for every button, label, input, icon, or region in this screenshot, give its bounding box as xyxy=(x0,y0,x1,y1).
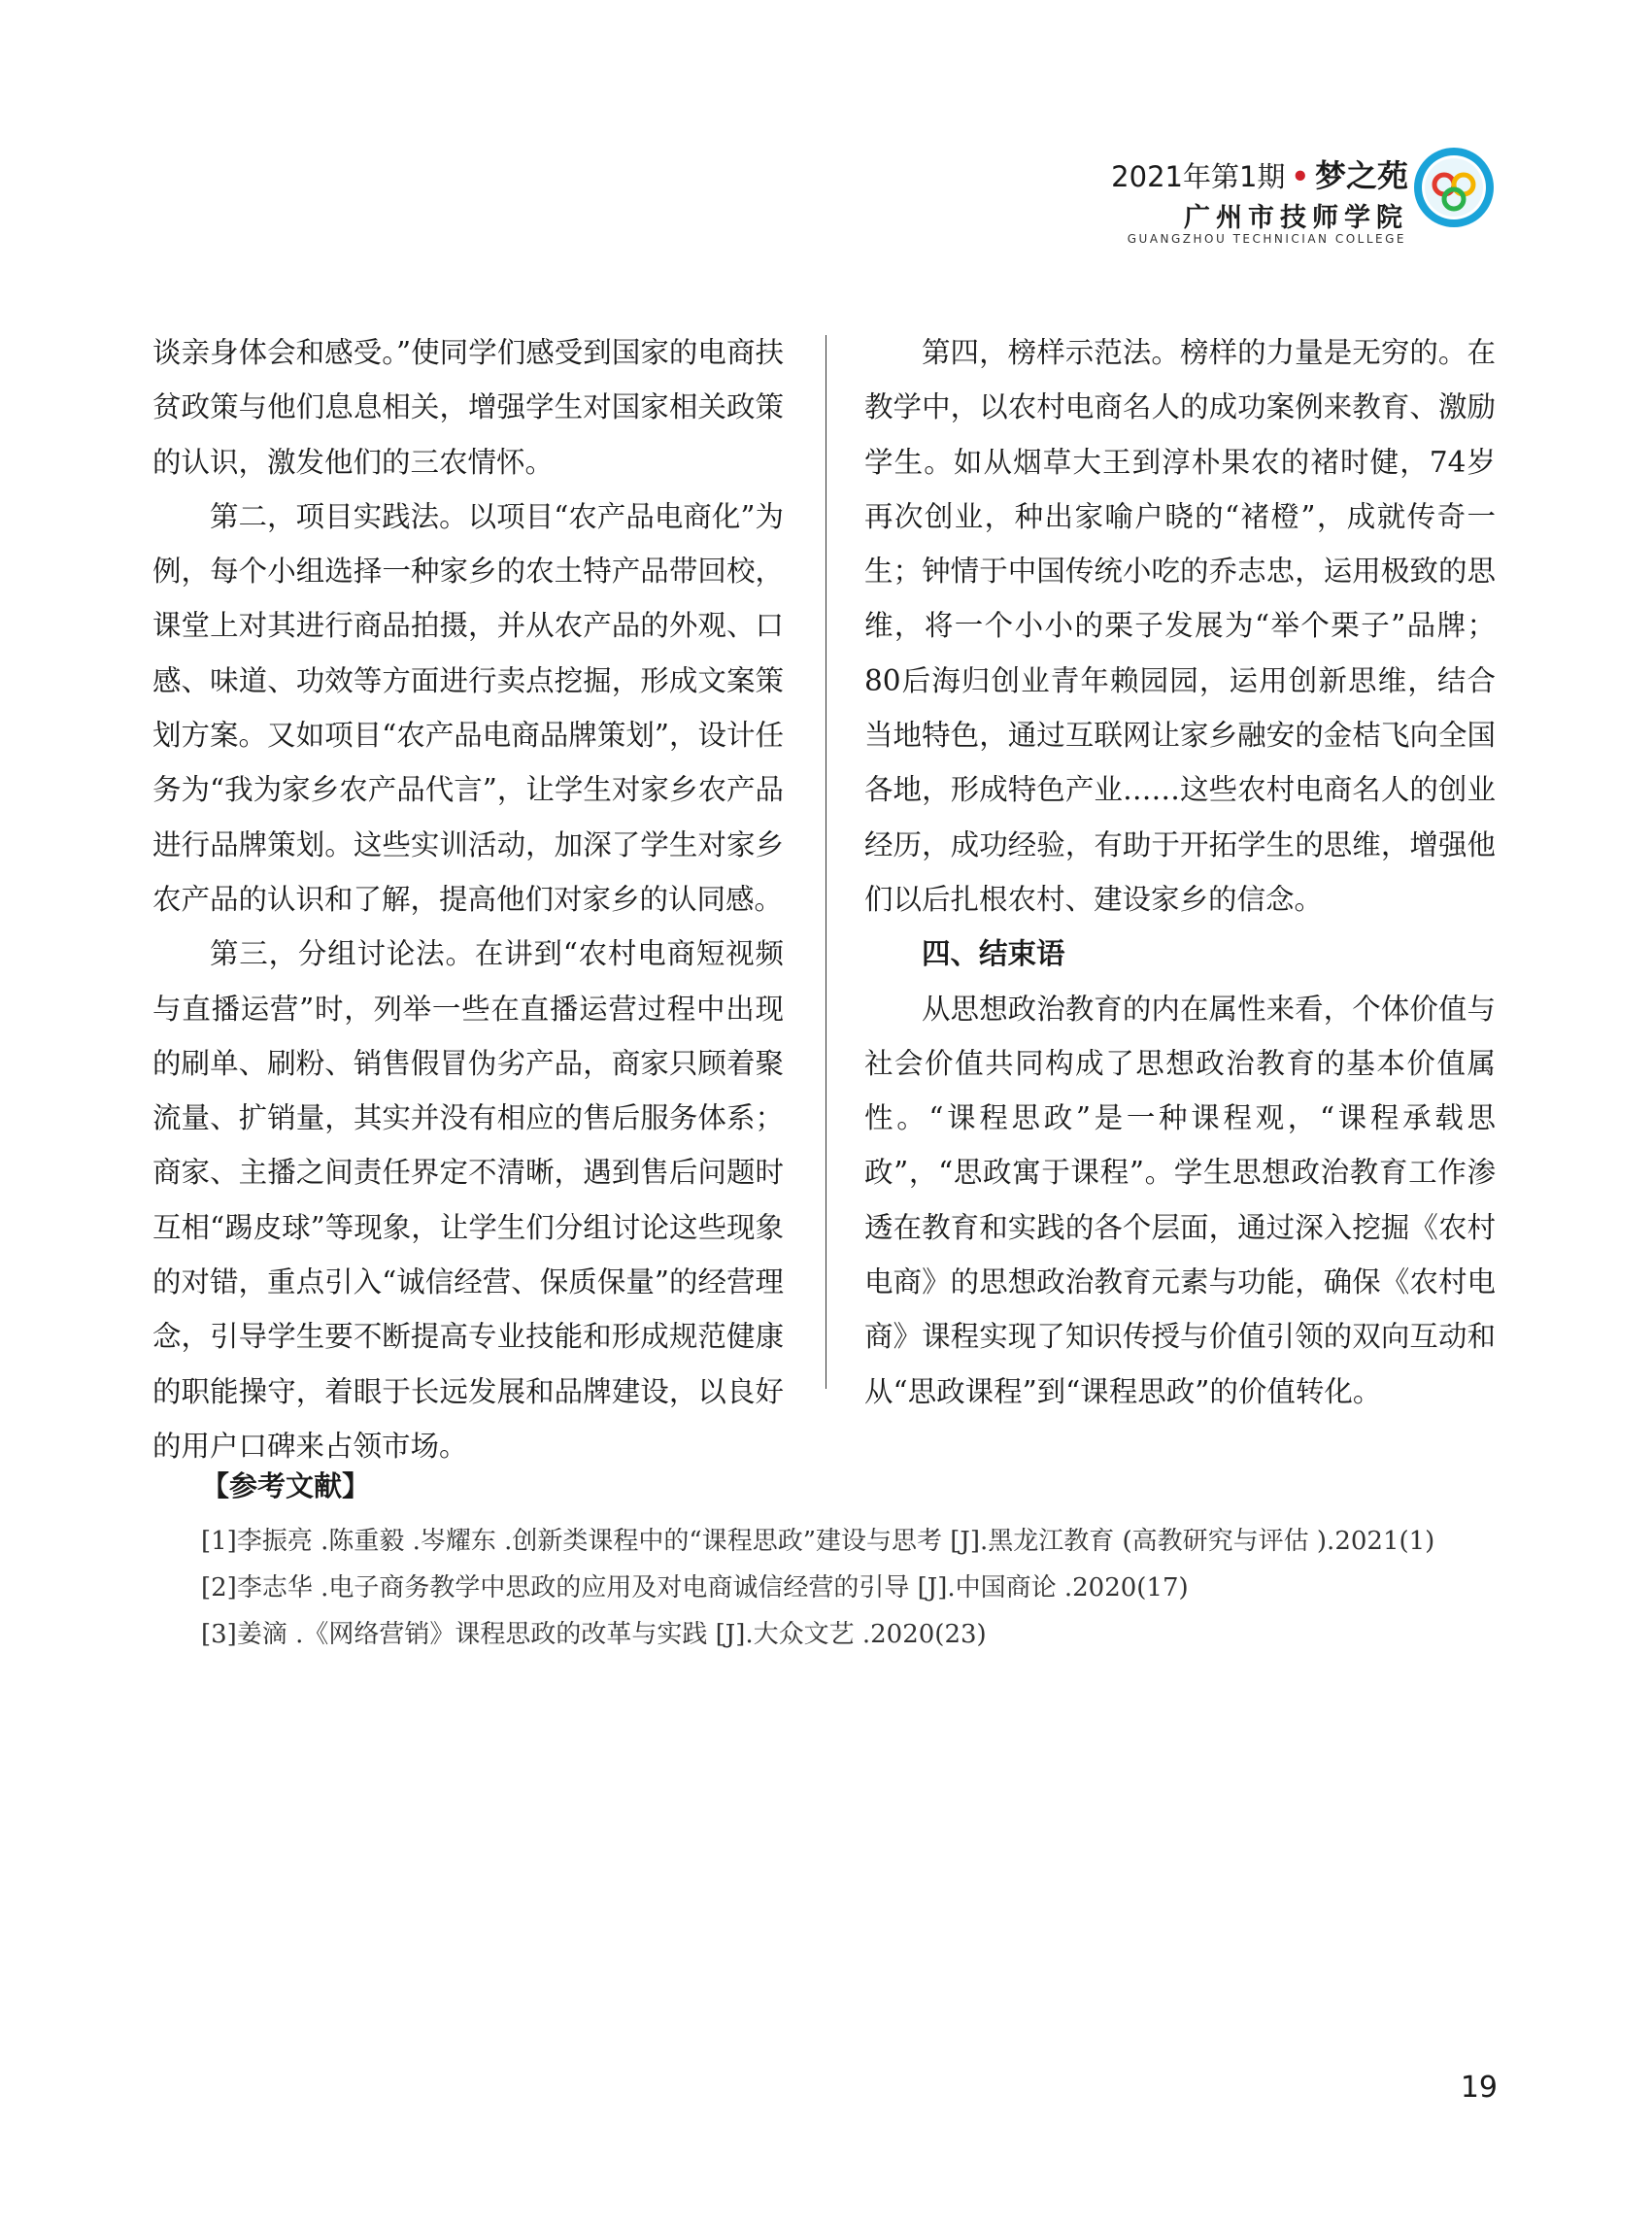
page-number: 19 xyxy=(1460,2071,1498,2105)
paragraph: 谈亲身体会和感受。”使同学们感受到国家的电商扶贫政策与他们息息相关，增强学生对国家相关政策的认识，激发他们的三农情怀。 xyxy=(152,336,784,479)
college-logo-icon xyxy=(1412,146,1496,229)
paragraph: 从思想政治教育的内在属性来看，个体价值与社会价值共同构成了思想政治教育的基本价值属性。“课程思政”是一种课程观，“课程承载思政”，“思政寓于课程”。学生思想政治教育工作渗透在教育和实践的各个层面，通过深入挖掘《农村电商》的思想政治教育元素与功能，确保《农村电商》课程实现了知识传授与价值引领的双向互动和从“思政课程”到“课程思政”的价值转化。 xyxy=(864,992,1496,1408)
references-list xyxy=(201,1518,1522,1658)
references-title: 【参考文献】 xyxy=(201,1469,371,1502)
paragraph: 第二，项目实践法。以项目“农产品电商化”为例，每个小组选择一种家乡的农土特产品带回校，课堂上对其进行商品拍摄，并从农产品的外观、口感、味道、功效等方面进行卖点挖掘，形成文案策划方案。又如项目“农产品电商品牌策划”，设计任务为“我为家乡农产品代言”，让学生对家乡农产品进行品牌策划。这些实训活动，加深了学生对家乡农产品的认识和了解，提高他们对家乡的认同感。 xyxy=(152,499,784,916)
paragraph: 第三，分组讨论法。在讲到“农村电商短视频与直播运营”时，列举一些在直播运营过程中出现的刷单、刷粉、销售假冒伪劣产品，商家只顾着聚流量、扩销量，其实并没有相应的售后服务体系；商家、主播之间责任界定不清晰，遇到售后问题时互相“踢皮球”等现象，让学生们分组讨论这些现象的对错，重点引入“诚信经营、保质保量”的经营理念，引导学生要不断提高专业技能和形成规范健康的职能操守，着眼于长远发展和品牌建设，以良好的用户口碑来占领市场。 xyxy=(152,937,784,1463)
separator-dot: • xyxy=(1291,160,1309,193)
references-section xyxy=(201,1465,1522,1658)
reference-item: [2]李志华 .电子商务教学中思政的应用及对电商诚信经营的引导 [J].中国商论 .2020(17) xyxy=(201,1573,1189,1602)
reference-item: [1]李振亮 .陈重毅 .岑耀东 .创新类课程中的“课程思政”建设与思考 [J].黑龙江教育 (高教研究与评估 ).2021(1) xyxy=(201,1527,1435,1556)
reference-item: [3]姜滴 .《网络营销》课程思政的改革与实践 [J].大众文艺 .2020(23) xyxy=(201,1620,987,1649)
paragraph: 第四，榜样示范法。榜样的力量是无穷的。在教学中，以农村电商名人的成功案例来教育、激励学生。如从烟草大王到淳朴果农的褚时健，74岁再次创业，种出家喻户晓的“褚橙”，成就传奇一生；钟情于中国传统小吃的乔志忠，运用极致的思维，将一个小小的栗子发展为“举个栗子”品牌；80后海归创业青年赖园园，运用创新思维，结合当地特色，通过互联网让家乡融安的金桔飞向全国各地，形成特色产业……这些农村电商名人的创业经历，成功经验，有助于开拓学生的思维，增强他们以后扎根农村、建设家乡的信念。 xyxy=(864,336,1496,916)
issue-line xyxy=(1111,152,1408,196)
right-column xyxy=(864,325,1496,1419)
left-column xyxy=(152,325,784,1473)
magazine-title: 梦之苑 xyxy=(1314,157,1408,194)
section-heading: 四、结束语 xyxy=(922,937,1065,971)
issue-number: 2021年第1期 xyxy=(1111,160,1286,193)
college-name-en: GUANGZHOU TECHNICIAN COLLEGE xyxy=(1127,232,1406,246)
college-name-cn: 广州市技师学院 xyxy=(1184,203,1408,233)
page-header xyxy=(1049,146,1496,253)
